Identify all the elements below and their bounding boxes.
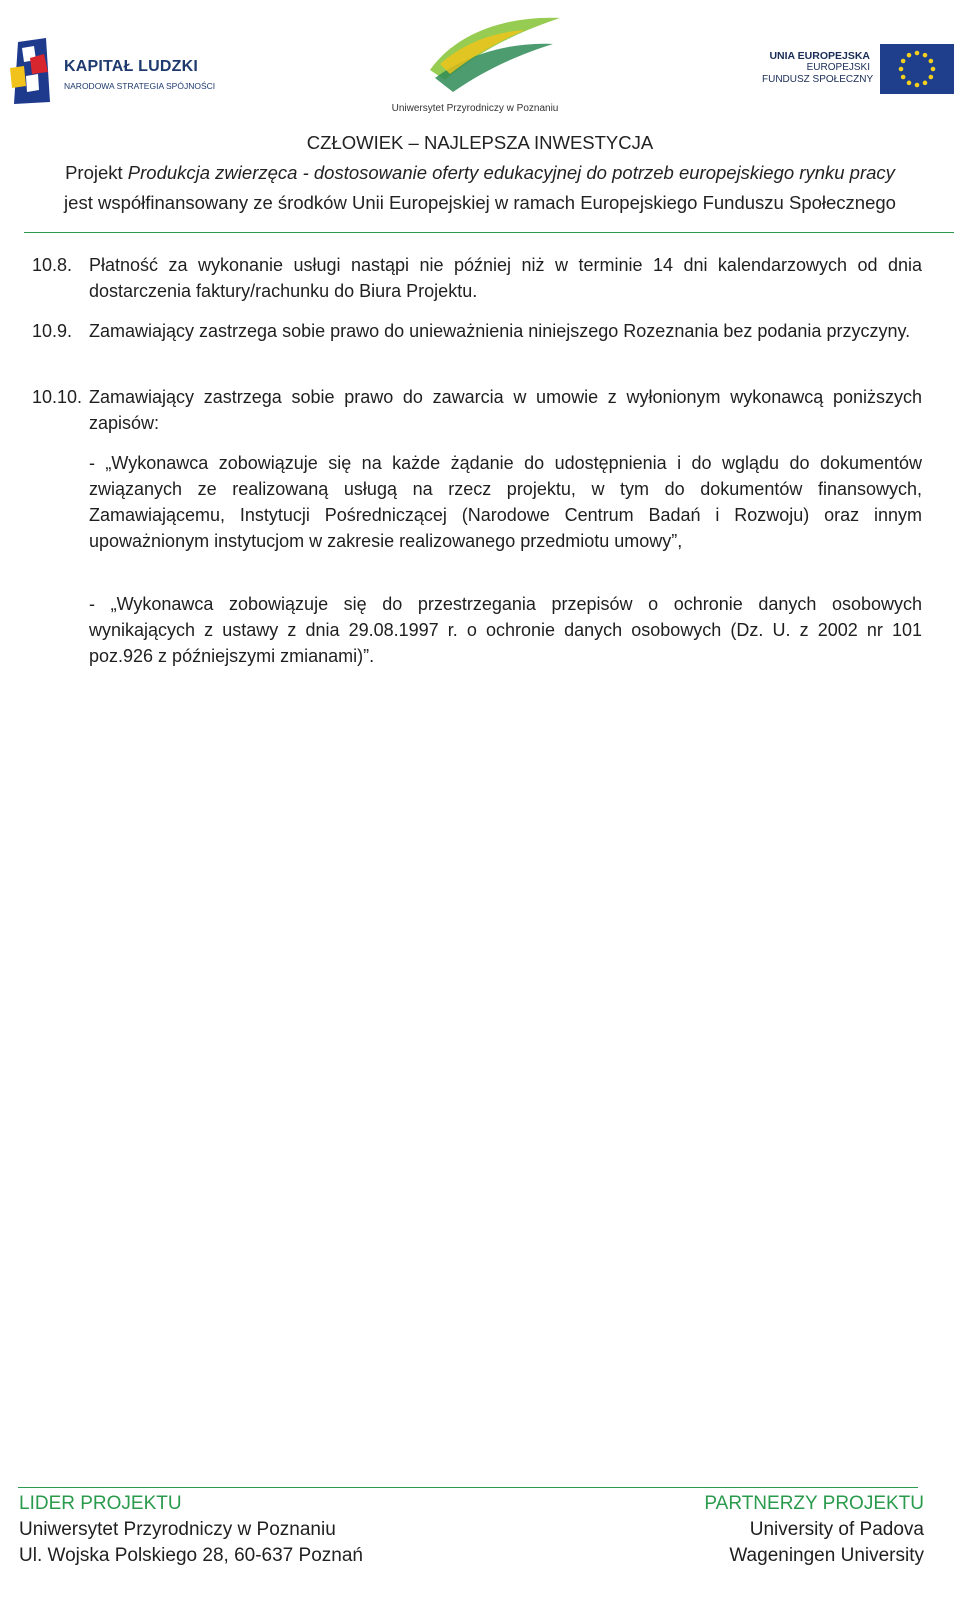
kapital-ludzki-subtitle: NARODOWA STRATEGIA SPÓJNOŚCI bbox=[64, 81, 216, 91]
kapital-ludzki-logo bbox=[8, 38, 218, 106]
eu-star-icon bbox=[901, 59, 906, 64]
eu-star-icon bbox=[901, 75, 906, 80]
footer-divider bbox=[18, 1487, 918, 1488]
item-number: 10.9. bbox=[32, 321, 73, 341]
university-logo bbox=[375, 8, 575, 118]
kapital-ludzki-emblem-icon bbox=[8, 38, 58, 106]
eu-star-icon bbox=[923, 81, 928, 86]
partner-item: Wageningen University bbox=[729, 1545, 924, 1566]
list-item bbox=[32, 252, 922, 304]
project-line bbox=[0, 162, 960, 184]
project-prefix: Projekt bbox=[65, 162, 128, 183]
project-title: Produkcja zwierzęca - dostosowanie oferty edukacyjnej do potrzeb europejskiego rynku pracy bbox=[127, 162, 895, 183]
leader-address: Ul. Wojska Polskiego 28, 60-637 Poznań bbox=[19, 1545, 363, 1566]
university-logo-caption: Uniwersytet Przyrodniczy w Poznaniu bbox=[391, 103, 559, 114]
clause-paragraph: - „Wykonawca zobowiązuje się na każde żądanie do udostępnienia i do wglądu do dokumentów związanych ze realizowaną usługą na rzecz projektu, w tym do dokumentów finansowych, Zamawiającemu, Instytucji Pośredniczącej (Narodowe Centrum Badań i Rozwoju) oraz innym upoważnionym instytucjom w zakresie realizowanego przedmiotu umowy”, bbox=[89, 453, 922, 551]
eu-star-icon bbox=[915, 51, 920, 56]
eu-star-icon bbox=[929, 75, 934, 80]
eu-flag-icon bbox=[880, 44, 954, 94]
list-item bbox=[32, 384, 922, 436]
item-number: 10.8. bbox=[32, 255, 73, 275]
kapital-ludzki-title: KAPITAŁ LUDZKI bbox=[64, 58, 199, 75]
partner-item: University of Padova bbox=[749, 1519, 924, 1540]
eu-logo-line2: EUROPEJSKI bbox=[806, 62, 870, 73]
eu-star-icon bbox=[899, 67, 904, 72]
item-text: Zamawiający zastrzega sobie prawo do zawarcia w umowie z wyłonionym wykonawcą poniższych zapisów: bbox=[89, 387, 922, 433]
funding-line: jest współfinansowany ze środków Unii Europejskiej w ramach Europejskiego Funduszu Społecznego bbox=[64, 192, 896, 213]
eu-logo-line3: FUNDUSZ SPOŁECZNY bbox=[762, 74, 874, 85]
eu-star-icon bbox=[929, 59, 934, 64]
eu-star-icon bbox=[923, 53, 928, 58]
eu-logo bbox=[762, 42, 954, 94]
slogan: CZŁOWIEK – NAJLEPSZA INWESTYCJA bbox=[306, 132, 654, 153]
item-text: Zamawiający zastrzega sobie prawo do unieważnienia niniejszego Rozeznania bez podania przyczyny. bbox=[89, 321, 911, 341]
partners-heading: PARTNERZY PROJEKTU bbox=[704, 1493, 924, 1514]
leader-heading: LIDER PROJEKTU bbox=[19, 1493, 182, 1514]
list-item bbox=[32, 318, 922, 344]
eu-star-icon bbox=[915, 83, 920, 88]
eu-star-icon bbox=[907, 53, 912, 58]
item-text: Płatność za wykonanie usługi nastąpi nie później niż w terminie 14 dni kalendarzowych od dnia dostarczenia faktury/rachunku do Biura Projektu. bbox=[89, 255, 922, 301]
clause-paragraph: - „Wykonawca zobowiązuje się do przestrzegania przepisów o ochronie danych osobowych wynikających z ustawy z dnia 29.08.1997 r. o ochronie danych osobowych (Dz. U. z 2002 nr 101 poz.926 z późniejszymi zmianami)”. bbox=[89, 594, 922, 666]
item-number: 10.10. bbox=[32, 387, 83, 407]
leader-name: Uniwersytet Przyrodniczy w Poznaniu bbox=[19, 1519, 336, 1540]
eu-star-icon bbox=[931, 67, 936, 72]
eu-star-icon bbox=[907, 81, 912, 86]
university-swoosh-icon bbox=[375, 8, 575, 100]
eu-logo-line1: UNIA EUROPEJSKA bbox=[769, 50, 870, 62]
header-divider bbox=[24, 232, 954, 233]
